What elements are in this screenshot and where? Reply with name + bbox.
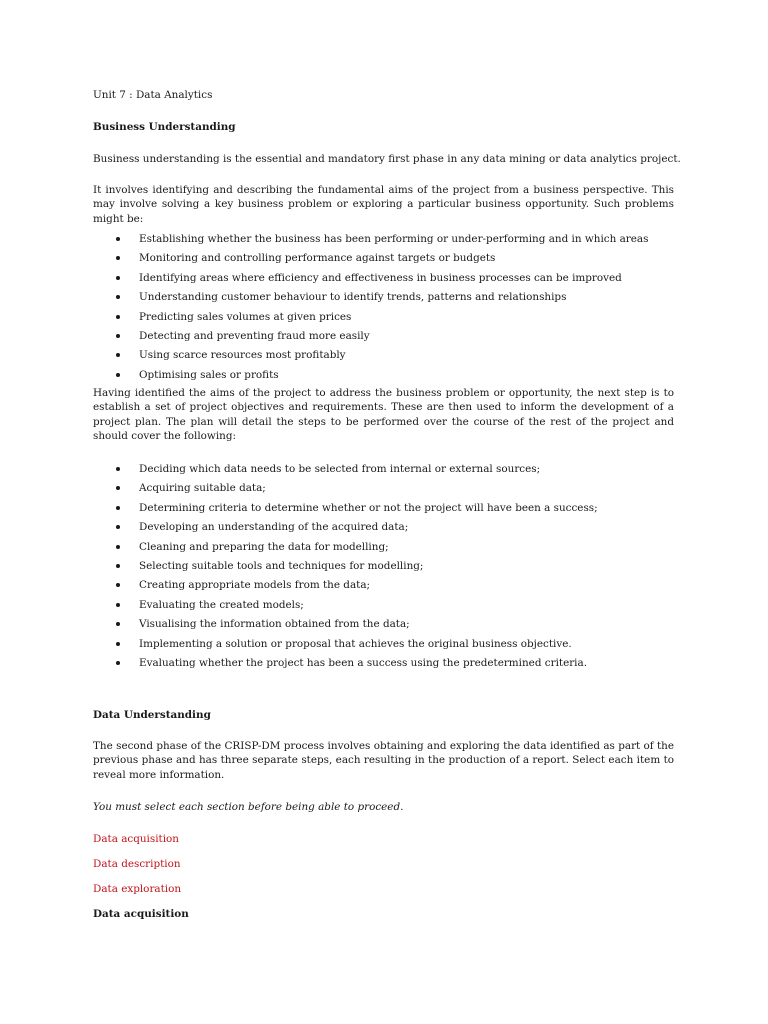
- business-understanding-heading: Business Understanding: [93, 121, 236, 133]
- list-item: Using scarce resources most profitably: [93, 348, 693, 367]
- bullet-icon: [116, 506, 120, 510]
- project-plan-paragraph: Having identified the aims of the project to address the business problem or opportunity, the next step is to establish a set of project objectives and requirements. These are then used to inform the development of a project plan. The plan will detail the steps to be performed over the course of the rest of the project and should cover the following:: [93, 387, 674, 442]
- list-item: Deciding which data needs to be selected from internal or external sources;: [93, 462, 693, 481]
- list-item: Determining criteria to determine whether or not the project will have been a success;: [93, 501, 693, 520]
- bullet-icon: [116, 373, 120, 377]
- unit-title: Unit 7 : Data Analytics: [93, 89, 213, 101]
- bullet-icon: [116, 353, 120, 357]
- bullet-icon: [116, 315, 120, 319]
- bullet-icon: [116, 564, 120, 568]
- bullet-icon: [116, 642, 120, 646]
- project-steps-list: [93, 462, 693, 675]
- bullet-icon: [116, 467, 120, 471]
- bullet-icon: [116, 622, 120, 626]
- business-understanding-intro: Business understanding is the essential and mandatory first phase in any data mining or data analytics project.: [93, 153, 681, 165]
- business-problems-list: [93, 232, 693, 387]
- data-description-link[interactable]: Data description: [93, 858, 181, 870]
- list-item: Creating appropriate models from the data;: [93, 578, 693, 597]
- bullet-icon: [116, 256, 120, 260]
- list-item: Evaluating whether the project has been a success using the predetermined criteria.: [93, 656, 693, 675]
- business-understanding-aims: It involves identifying and describing the fundamental aims of the project from a business perspective. This may involve solving a key business problem or exploring a particular business opportunity. Such problems might be:: [93, 184, 674, 225]
- list-item: Cleaning and preparing the data for modelling;: [93, 540, 693, 559]
- list-item: Establishing whether the business has been performing or under-performing and in which areas: [93, 232, 693, 251]
- list-item: Visualising the information obtained from the data;: [93, 617, 693, 636]
- bullet-icon: [116, 276, 120, 280]
- list-item: Evaluating the created models;: [93, 598, 693, 617]
- list-item: Selecting suitable tools and techniques for modelling;: [93, 559, 693, 578]
- list-item: Understanding customer behaviour to identify trends, patterns and relationships: [93, 290, 693, 309]
- proceed-note: You must select each section before being able to proceed.: [93, 801, 404, 813]
- bullet-icon: [116, 583, 120, 587]
- bullet-icon: [116, 525, 120, 529]
- list-item: Identifying areas where efficiency and effectiveness in business processes can be improved: [93, 271, 693, 290]
- list-item: Monitoring and controlling performance against targets or budgets: [93, 251, 693, 270]
- bullet-icon: [116, 334, 120, 338]
- bullet-icon: [116, 295, 120, 299]
- list-item: Detecting and preventing fraud more easily: [93, 329, 693, 348]
- bullet-icon: [116, 486, 120, 490]
- bullet-icon: [116, 661, 120, 665]
- data-acquisition-link[interactable]: Data acquisition: [93, 833, 179, 845]
- list-item: Developing an understanding of the acquired data;: [93, 520, 693, 539]
- list-item: Predicting sales volumes at given prices: [93, 310, 693, 329]
- data-acquisition-heading: Data acquisition: [93, 908, 189, 920]
- bullet-icon: [116, 237, 120, 241]
- list-item: Acquiring suitable data;: [93, 481, 693, 500]
- data-understanding-heading: Data Understanding: [93, 709, 211, 721]
- data-exploration-link[interactable]: Data exploration: [93, 883, 182, 895]
- bullet-icon: [116, 603, 120, 607]
- data-understanding-intro: The second phase of the CRISP-DM process involves obtaining and exploring the data identified as part of the previous phase and has three separate steps, each resulting in the production of a report. Select each item to reveal more information.: [93, 740, 674, 781]
- bullet-icon: [116, 545, 120, 549]
- list-item: Implementing a solution or proposal that achieves the original business objective.: [93, 637, 693, 656]
- list-item: Optimising sales or profits: [93, 368, 693, 387]
